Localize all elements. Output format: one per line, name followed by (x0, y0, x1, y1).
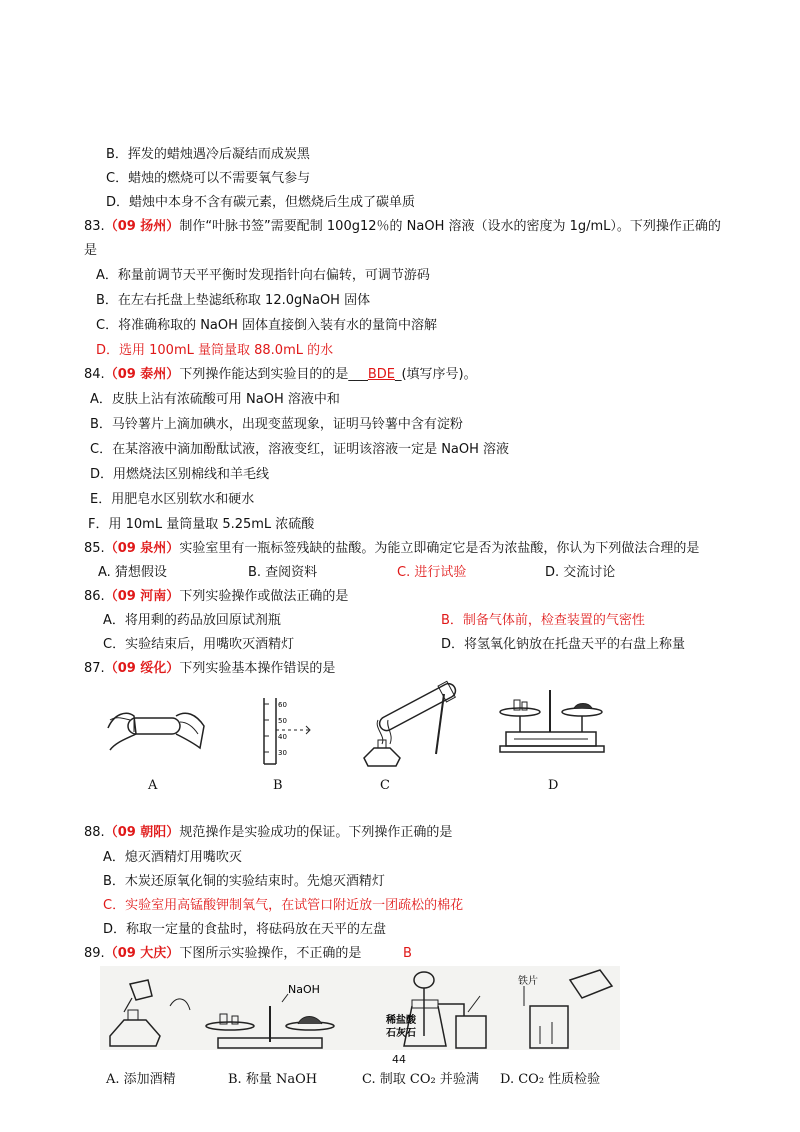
q89-caption-d: D. CO₂ 性质检验 (500, 1072, 601, 1087)
q82-option-d: D．蜡烛中本身不含有碳元素，但燃烧后生成了碳单质 (106, 195, 416, 210)
q87-figure-b-cylinder (254, 694, 314, 766)
tick-30: 30 (278, 749, 287, 757)
question-number: 84. (84, 367, 105, 382)
tick-60: 60 (278, 701, 287, 709)
question-number: 86. (84, 589, 105, 604)
q86-option-a: A．将用剩的药品放回原试剂瓶 (103, 613, 281, 628)
q89-answer: B (403, 946, 412, 961)
q87-stem (84, 660, 335, 678)
question-source: （09 大庆） (104, 946, 180, 961)
q85-option-b: B. 查阅资料 (248, 565, 318, 580)
question-source: （09 泰州） (104, 367, 180, 382)
q83-stem-cont: 是 (84, 243, 98, 258)
q85-option-d: D. 交流讨论 (545, 565, 616, 580)
q82-option-b: B．挥发的蜡烛遇冷后凝结而成炭黑 (106, 147, 310, 162)
question-number: 87. (84, 661, 105, 676)
q83-option-d-answer: D．选用 100mL 量筒量取 88.0mL 的水 (96, 343, 334, 358)
answer-blank-end: _ (394, 367, 402, 382)
q85-stem (84, 540, 699, 558)
question-source: （09 扬州） (104, 219, 180, 234)
q84-option-c: C．在某溶液中滴加酚酞试液，溶液变红，证明该溶液一定是 NaOH 溶液 (90, 442, 510, 457)
q87-label-b: B (273, 778, 283, 793)
page-number: 44 (392, 1053, 406, 1066)
q87-figure-c-heating (356, 674, 466, 772)
q84-option-b: B．马铃薯片上滴加碘水，出现变蓝现象，证明马铃薯中含有淀粉 (90, 417, 463, 432)
question-source: （09 河南） (104, 589, 180, 604)
acid-label: 稀盐酸 (386, 1015, 416, 1026)
q84-option-a: A．皮肤上沾有浓硫酸可用 NaOH 溶液中和 (90, 392, 340, 407)
q86-option-b-answer: B．制备气体前，检查装置的气密性 (441, 613, 645, 628)
q87-label-a: A (148, 778, 158, 793)
question-text: 规范操作是实验成功的保证。下列操作正确的是 (179, 825, 453, 840)
q85-option-a: A. 猜想假设 (98, 565, 167, 580)
question-text-end: (填写序号)。 (401, 367, 477, 382)
q86-option-c: C．实验结束后，用嘴吹灭酒精灯 (103, 637, 295, 652)
question-text: 下列实验操作或做法正确的是 (179, 589, 349, 604)
q83-option-b: B．在左右托盘上垫滤纸称取 12.0gNaOH 固体 (96, 293, 371, 308)
q83-option-c: C．将准确称取的 NaOH 固体直接倒入装有水的量筒中溶解 (96, 318, 438, 333)
iron-plate-label: 铁片 (518, 976, 538, 987)
q82-option-c: C．蜡烛的燃烧可以不需要氧气参与 (106, 171, 311, 186)
tick-50: 50 (278, 717, 287, 725)
q84-stem (84, 366, 477, 384)
q87-label-d: D (548, 778, 559, 793)
q87-label-c: C (380, 778, 390, 793)
q86-option-d: D．将氢氧化钠放在托盘天平的右盘上称量 (441, 637, 686, 652)
q83-option-a: A．称量前调节天平平衡时发现指针向右偏转，可调节游码 (96, 268, 430, 283)
q88-option-c-answer: C．实验室用高锰酸钾制氧气，在试管口附近放一团疏松的棉花 (103, 898, 464, 913)
question-text: 实验室里有一瓶标签残缺的盐酸。为能立即确定它是否为浓盐酸，你认为下列做法合理的是 (179, 541, 700, 556)
q88-stem (84, 824, 452, 842)
q88-option-b: B．木炭还原氧化铜的实验结束时。先熄灭酒精灯 (103, 874, 385, 889)
q85-option-c-answer: C. 进行试验 (397, 565, 467, 580)
question-text: 制作“叶脉书签”需要配制 100g12％的 NaOH 溶液（设水的密度为 1g/mL）。下列操作正确的 (179, 219, 721, 234)
question-source: （09 泉州） (104, 541, 180, 556)
q84-option-d: D．用燃烧法区别棉线和羊毛线 (90, 467, 270, 482)
q89-caption-c: C. 制取 CO₂ 并验满 (362, 1072, 479, 1087)
q88-option-a: A．熄灭酒精灯用嘴吹灭 (103, 850, 242, 865)
question-source: （09 朝阳） (104, 825, 180, 840)
q89-caption-b: B. 称量 NaOH (228, 1072, 318, 1087)
q84-option-e: E．用肥皂水区别软水和硬水 (90, 492, 255, 507)
q86-stem (84, 588, 348, 606)
question-number: 83. (84, 219, 105, 234)
question-number: 88. (84, 825, 105, 840)
q89-caption-a: A. 添加酒精 (106, 1072, 176, 1087)
question-text: 下图所示实验操作，不正确的是 (179, 946, 362, 961)
question-number: 89. (84, 946, 105, 961)
q87-figure-a-test-tube (100, 698, 210, 760)
q89-stem (84, 945, 361, 963)
answer-blank: ___ (348, 367, 368, 382)
answer-text: BDE (367, 367, 395, 382)
q88-option-d: D．称取一定量的食盐时，将砝码放在天平的左盘 (103, 922, 387, 937)
q89-figure-panel (100, 966, 620, 1050)
question-source: （09 绥化） (104, 661, 180, 676)
q84-option-f: F．用 10mL 量筒量取 5.25mL 浓硫酸 (88, 517, 315, 532)
question-text: 下列实验基本操作错误的是 (179, 661, 336, 676)
tick-40: 40 (278, 733, 287, 741)
q87-figure-d-balance (494, 684, 610, 764)
question-text: 下列操作能达到实验目的的是 (179, 367, 349, 382)
naoh-label: NaOH (288, 983, 320, 996)
q83-stem (84, 218, 721, 236)
limestone-label: 石灰石 (386, 1028, 416, 1039)
question-number: 85. (84, 541, 105, 556)
